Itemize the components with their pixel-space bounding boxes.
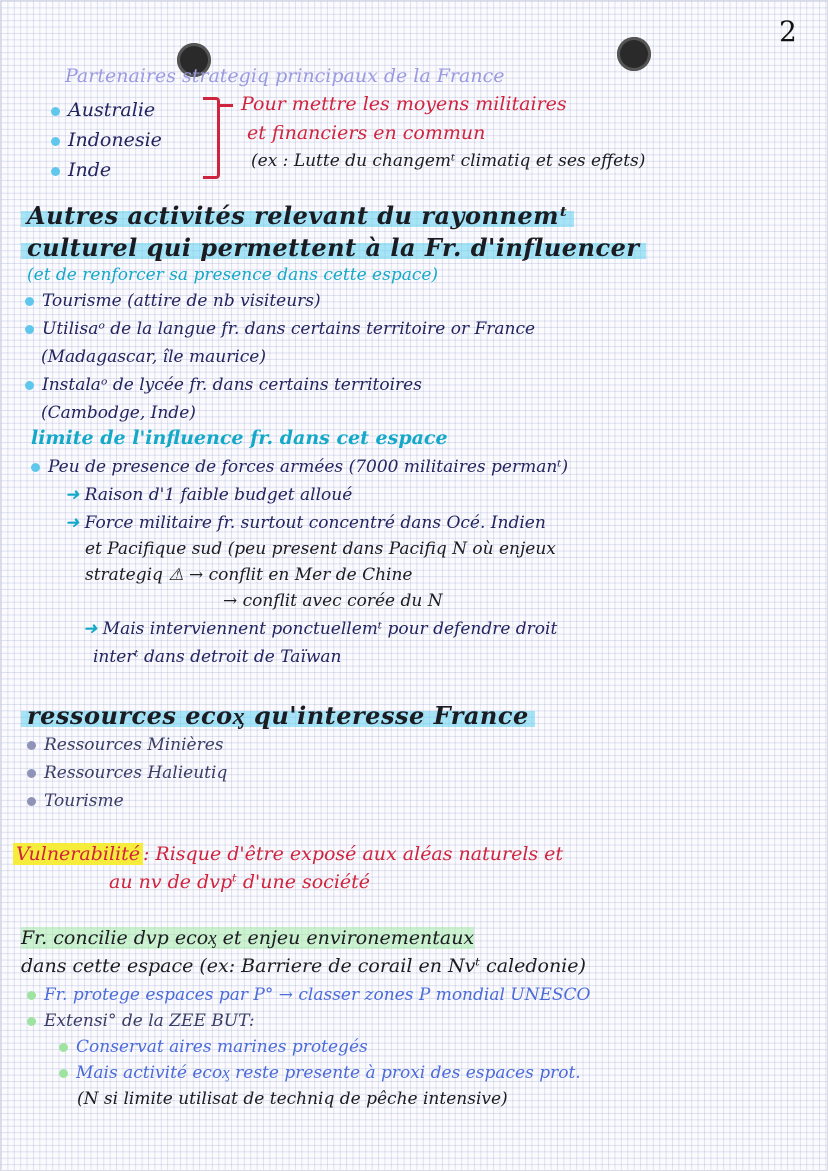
limits-sub-interventions-line-2: interᵗ dans detroit de Taïwan <box>93 647 342 667</box>
environment-subitem-conservation: Conservat aires marines protegés <box>59 1037 368 1057</box>
environment-heading-line-1: Fr. concilie dvp ecoᶍ et enjeu environementaux <box>21 927 475 949</box>
environment-subitem-activite: Mais activité ecoᶍ reste presente à proxi des espaces prot. <box>59 1063 581 1083</box>
arrow-icon: ➜ <box>65 513 85 533</box>
resources-item-tourisme: Tourisme <box>27 791 124 811</box>
environment-heading-line-2: dans cette espace (ex: Barriere de corail en Nvᵗ caledonie) <box>21 955 586 977</box>
partners-purpose-line-2: et financiers en commun <box>247 122 486 144</box>
bullet-icon <box>25 297 34 306</box>
bullet-icon <box>27 769 36 778</box>
limits-point: Peu de presence de forces armées (7000 militaires permanᵗ) <box>31 457 568 477</box>
limits-sub-force-line-1: ➜ Force militaire fr. surtout concentré dans Océ. Indien <box>65 513 546 533</box>
bullet-icon <box>27 1017 36 1026</box>
partners-purpose-line-1: Pour mettre les moyens militaires <box>241 93 567 115</box>
limits-sub-force-line-3: strategiq ⚠ → conflit en Mer de Chine <box>85 565 413 585</box>
resources-item-minieres: Ressources Minières <box>27 735 224 755</box>
arrow-icon <box>219 104 233 107</box>
vulnerability-definition-line-2: au nv de dvpᵗ d'une société <box>109 871 371 893</box>
environment-subitem-note: (N si limite utilisat de techniq de pêche intensive) <box>77 1089 508 1109</box>
limits-sub-budget: ➜ Raison d'1 faible budget alloué <box>65 485 353 505</box>
partners-example: (ex : Lutte du changemᵗ climatiq et ses effets) <box>251 151 646 171</box>
bullet-icon <box>59 1043 68 1052</box>
resources-heading: ressources ecoᶍ qu'interesse France <box>21 701 535 731</box>
bullet-icon <box>25 325 34 334</box>
cultural-heading-line-1: Autres activités relevant du rayonnemᵗ <box>21 201 574 230</box>
limits-sub-force-line-4: → conflit avec corée du N <box>223 591 443 611</box>
cultural-item-langue-examples: (Madagascar, île maurice) <box>41 347 266 367</box>
partner-item-indonesie: Indonesie <box>51 129 162 151</box>
bullet-icon <box>27 741 36 750</box>
limits-heading: limite de l'influence fr. dans cet espace <box>31 427 448 449</box>
cultural-item-tourisme: Tourisme (attire de nb visiteurs) <box>25 291 321 311</box>
brace-icon <box>203 97 220 179</box>
environment-item-protection: Fr. protege espaces par P° → classer zones P mondial UNESCO <box>27 985 591 1005</box>
partner-item-inde: Inde <box>51 159 111 181</box>
cultural-heading-line-2: culturel qui permettent à la Fr. d'influencer <box>21 233 646 262</box>
vulnerability-definition-line-1: Vulnerabilité : Risque d'être exposé aux aléas naturels et <box>13 843 563 865</box>
bullet-icon <box>25 381 34 390</box>
vulnerability-term: Vulnerabilité <box>13 843 143 865</box>
bullet-icon <box>27 797 36 806</box>
bullet-icon <box>51 137 60 146</box>
partner-item-australie: Australie <box>51 99 155 121</box>
cultural-item-lycee: Instalaᵒ de lycée fr. dans certains territoires <box>25 375 422 395</box>
environment-item-zee: Extensi° de la ZEE BUT: <box>27 1011 255 1031</box>
cultural-item-lycee-examples: (Cambodge, Inde) <box>41 403 196 423</box>
bullet-icon <box>31 463 40 472</box>
bullet-icon <box>59 1069 68 1078</box>
bullet-icon <box>51 107 60 116</box>
arrow-icon: ➜ <box>83 619 103 639</box>
arrow-icon: ➜ <box>65 485 85 505</box>
cultural-item-langue: Utilisaᵒ de la langue fr. dans certains territoire or France <box>25 319 535 339</box>
limits-sub-interventions-line-1: ➜ Mais interviennent ponctuellemᵗ pour defendre droit <box>83 619 558 639</box>
page-number: 2 <box>779 15 797 48</box>
bullet-icon <box>51 167 60 176</box>
cultural-subtitle: (et de renforcer sa presence dans cette espace) <box>27 265 439 285</box>
punch-hole-right <box>617 37 651 71</box>
bullet-icon <box>27 991 36 1000</box>
partners-title: Partenaires strategiq principaux de la France <box>65 65 505 87</box>
limits-sub-force-line-2: et Pacifique sud (peu present dans Pacifiq N où enjeux <box>85 539 556 559</box>
resources-item-halieutiq: Ressources Halieutiq <box>27 763 227 783</box>
